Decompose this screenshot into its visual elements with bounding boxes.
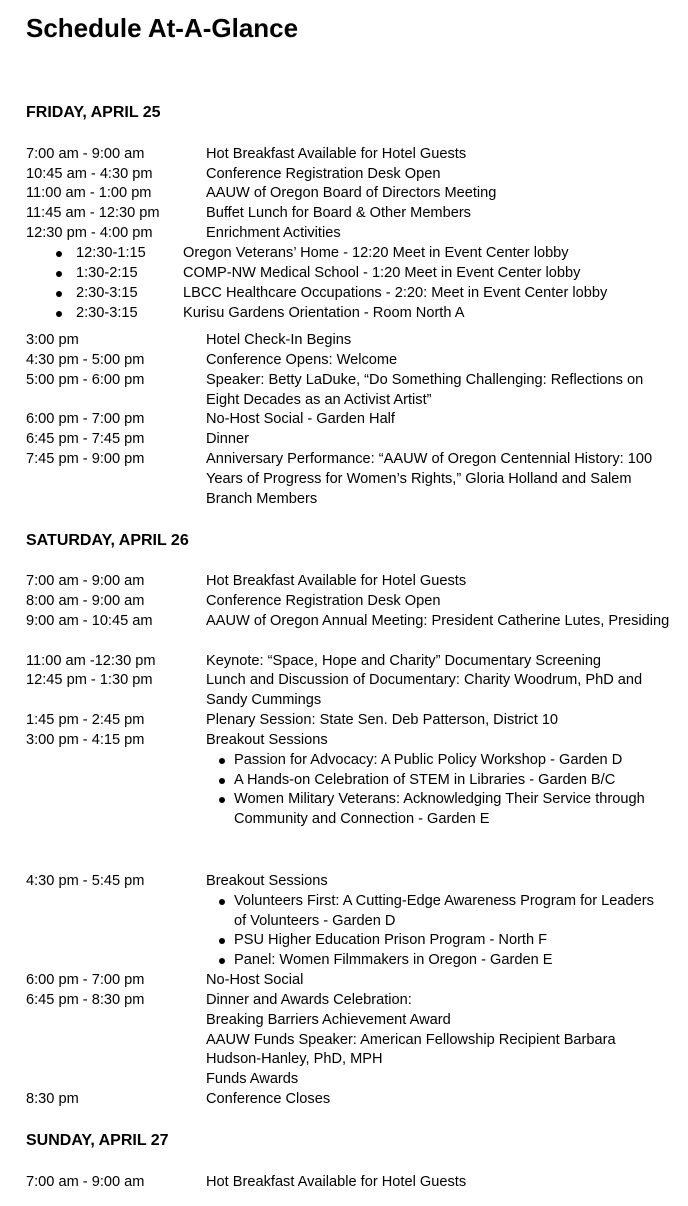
dinner-line: Dinner and Awards Celebration: bbox=[206, 992, 412, 1008]
row-time: 7:00 am - 9:00 am bbox=[26, 146, 145, 162]
row-description: No-Host Social - Garden Half bbox=[206, 411, 395, 427]
enrichment-description: LBCC Healthcare Occupations - 2:20: Meet in Event Center lobby bbox=[183, 285, 608, 301]
list-item: Panel: Women Filmmakers in Oregon - Garden E bbox=[206, 951, 670, 971]
bullet-icon bbox=[56, 291, 62, 297]
row-time: 11:45 am - 12:30 pm bbox=[26, 205, 160, 221]
row-description: Speaker: Betty LaDuke, “Do Something Challenging: Reflections on Eight Decades as an Activist Artist” bbox=[206, 372, 644, 408]
enrichment-time: 12:30-1:15 bbox=[76, 245, 146, 261]
list-item: Women Military Veterans: Acknowledging Their Service through Community and Connection - Garden E bbox=[206, 790, 670, 830]
enrichment-time: 1:30-2:15 bbox=[76, 265, 138, 281]
row-description: Hot Breakfast Available for Hotel Guests bbox=[206, 146, 467, 162]
row-time: 6:45 pm - 7:45 pm bbox=[26, 431, 145, 447]
row-time: 4:30 pm - 5:00 pm bbox=[26, 352, 145, 368]
row-time: 5:00 pm - 6:00 pm bbox=[26, 372, 145, 388]
row-time: 6:00 pm - 7:00 pm bbox=[26, 411, 145, 427]
row-description: Conference Opens: Welcome bbox=[206, 352, 398, 368]
row-description: Breakout Sessions bbox=[206, 732, 328, 748]
list-item: Passion for Advocacy: A Public Policy Workshop - Garden D bbox=[206, 751, 670, 771]
row-description: Lunch and Discussion of Documentary: Charity Woodrum, PhD and Sandy Cummings bbox=[206, 672, 643, 708]
enrichment-time: 2:30-3:15 bbox=[76, 305, 138, 321]
row-description: Buffet Lunch for Board & Other Members bbox=[206, 205, 471, 221]
row-description: Dinner bbox=[206, 431, 249, 447]
row-time: 1:45 pm - 2:45 pm bbox=[26, 712, 145, 728]
row-time: 4:30 pm - 5:45 pm bbox=[26, 873, 145, 889]
day-heading-saturday: SATURDAY, APRIL 26 bbox=[26, 532, 189, 549]
dinner-line: AAUW Funds Speaker: American Fellowship Recipient Barbara Hudson-Hanley, PhD, MPH bbox=[206, 1031, 616, 1068]
breakout-list bbox=[206, 751, 670, 830]
breakout-list bbox=[206, 892, 670, 971]
bullet-icon bbox=[56, 271, 62, 277]
row-time: 6:00 pm - 7:00 pm bbox=[26, 972, 145, 988]
enrichment-description: Kurisu Gardens Orientation - Room North A bbox=[183, 305, 465, 321]
row-time: 7:00 am - 9:00 am bbox=[26, 1174, 145, 1190]
row-time: 8:00 am - 9:00 am bbox=[26, 593, 145, 609]
row-description: Conference Closes bbox=[206, 1091, 331, 1107]
row-time: 9:00 am - 10:45 am bbox=[26, 613, 153, 629]
list-item: PSU Higher Education Prison Program - North F bbox=[206, 931, 670, 951]
row-description: Breakout Sessions bbox=[206, 873, 328, 889]
day-heading-sunday: SUNDAY, APRIL 27 bbox=[26, 1132, 169, 1149]
row-time: 3:00 pm bbox=[26, 332, 79, 348]
row-description: Hot Breakfast Available for Hotel Guests bbox=[206, 1174, 467, 1190]
page-title: Schedule At-A-Glance bbox=[26, 13, 299, 43]
row-time: 11:00 am -12:30 pm bbox=[26, 653, 156, 669]
bullet-icon bbox=[56, 251, 62, 257]
row-time: 3:00 pm - 4:15 pm bbox=[26, 732, 145, 748]
row-time: 6:45 pm - 8:30 pm bbox=[26, 992, 145, 1008]
row-time: 12:30 pm - 4:00 pm bbox=[26, 225, 153, 241]
row-time: 7:45 pm - 9:00 pm bbox=[26, 451, 145, 467]
list-item: Volunteers First: A Cutting-Edge Awareness Program for Leaders of Volunteers - Garden D bbox=[206, 892, 670, 932]
row-description: Plenary Session: State Sen. Deb Patterson, District 10 bbox=[206, 712, 559, 728]
day-heading-friday: FRIDAY, APRIL 25 bbox=[26, 104, 161, 121]
list-item: A Hands-on Celebration of STEM in Libraries - Garden B/C bbox=[206, 771, 670, 791]
row-description: Conference Registration Desk Open bbox=[206, 166, 441, 182]
row-time: 11:00 am - 1:00 pm bbox=[26, 185, 152, 201]
row-description: Conference Registration Desk Open bbox=[206, 593, 441, 609]
row-description: Hotel Check-In Begins bbox=[206, 332, 352, 348]
row-description: AAUW of Oregon Board of Directors Meeting bbox=[206, 185, 497, 201]
enrichment-description: Oregon Veterans’ Home - 12:20 Meet in Event Center lobby bbox=[183, 245, 569, 261]
dinner-line: Funds Awards bbox=[206, 1071, 299, 1088]
row-description: AAUW of Oregon Annual Meeting: President Catherine Lutes, Presiding bbox=[206, 613, 670, 629]
row-description: Enrichment Activities bbox=[206, 225, 341, 241]
row-description: Hot Breakfast Available for Hotel Guests bbox=[206, 573, 467, 589]
dinner-line: Breaking Barriers Achievement Award bbox=[206, 1011, 451, 1028]
row-time: 12:45 pm - 1:30 pm bbox=[26, 672, 153, 688]
row-description: Anniversary Performance: “AAUW of Oregon Centennial History: 100 Years of Progress for Women’s Rights,” Gloria Holland and Salem Branch Members bbox=[206, 451, 653, 507]
bullet-icon bbox=[56, 311, 62, 317]
row-description: No-Host Social bbox=[206, 972, 304, 988]
row-time: 8:30 pm bbox=[26, 1091, 79, 1107]
enrichment-description: COMP-NW Medical School - 1:20 Meet in Event Center lobby bbox=[183, 265, 581, 281]
enrichment-time: 2:30-3:15 bbox=[76, 285, 138, 301]
row-description: Keynote: “Space, Hope and Charity” Documentary Screening bbox=[206, 653, 602, 669]
row-time: 7:00 am - 9:00 am bbox=[26, 573, 145, 589]
row-time: 10:45 am - 4:30 pm bbox=[26, 166, 153, 182]
